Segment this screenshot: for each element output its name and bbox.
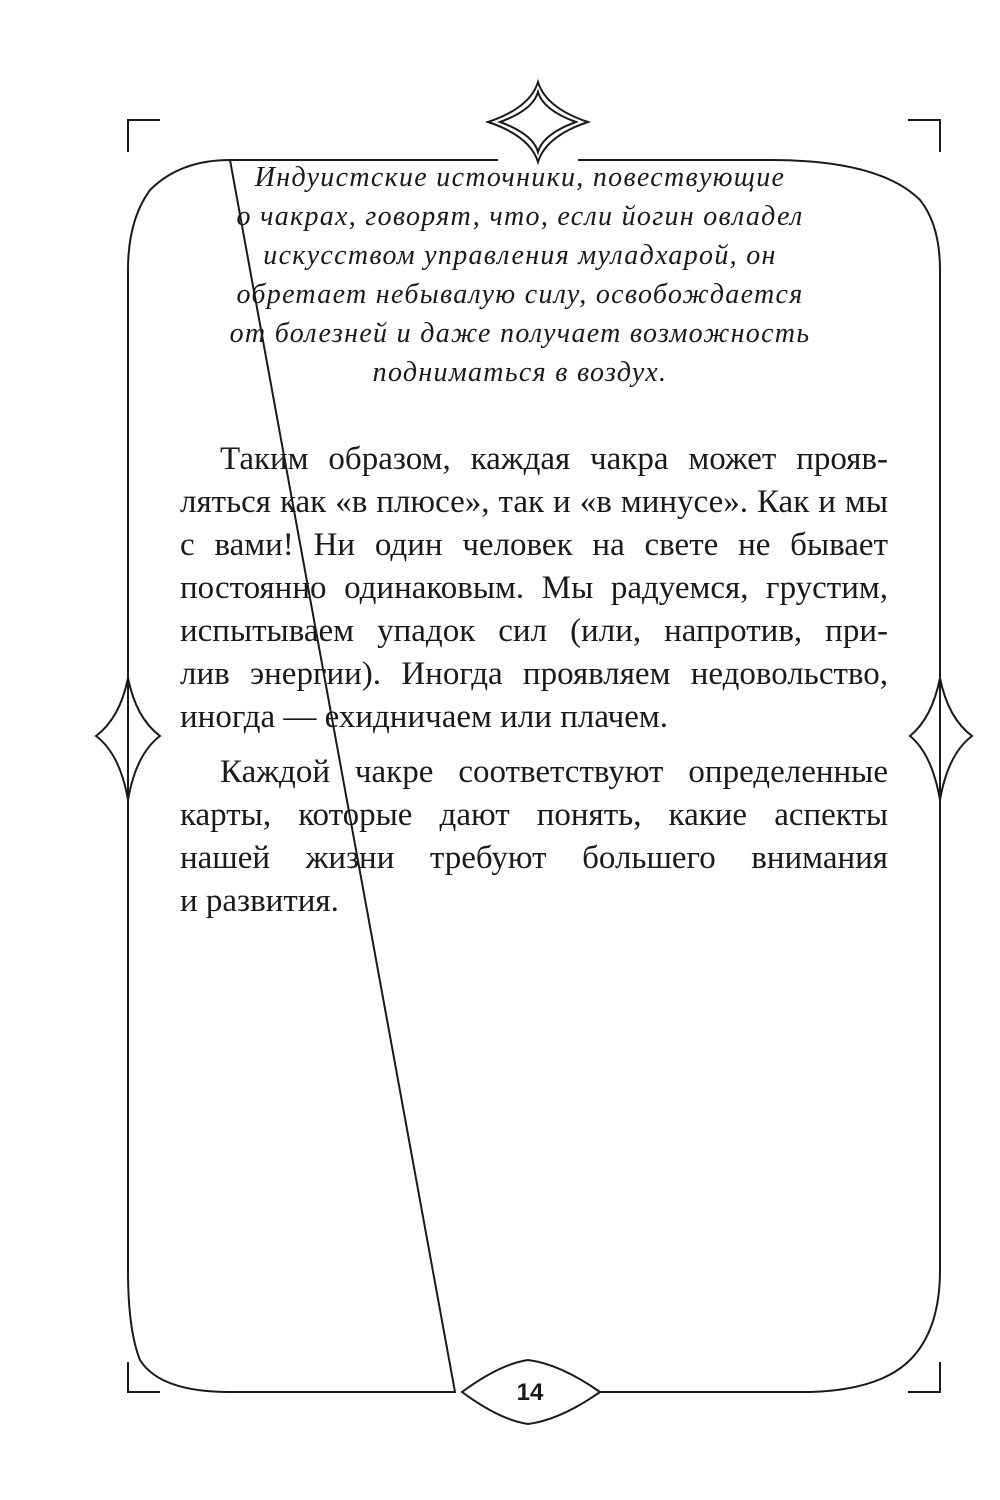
paragraph-line: иногда — ехидничаем или плачем. <box>180 699 669 735</box>
quote-line: от болезней и даже получает возможность <box>229 318 811 349</box>
paragraph-2 <box>180 751 888 923</box>
paragraph-line: с вами! Ни один человек на свете не бывает <box>180 527 888 563</box>
quote-line: искусством управления муладхарой, он <box>263 240 777 271</box>
paragraph-line: ляться как «в плюсе», так и «в минусе». Как и мы <box>180 484 888 520</box>
paragraph-line: испытываем упадок сил (или, напротив, при- <box>180 613 888 649</box>
paragraph-line: Таким образом, каждая чакра может прояв- <box>220 441 888 477</box>
quote-line: Индуистские источники, повествующие <box>254 162 786 193</box>
corner-bottom-right <box>908 1362 940 1392</box>
paragraph-line: нашей жизни требуют большего внимания <box>180 840 888 876</box>
page-number: 14 <box>516 1379 544 1406</box>
intro-quote <box>180 158 860 392</box>
quote-line: подниматься в воздух. <box>372 357 668 388</box>
corner-top-right <box>908 120 940 152</box>
paragraph-line: постоянно одинаковым. Мы радуемся, грустим, <box>180 570 888 606</box>
quote-line: о чакрах, говорят, что, если йогин овладел <box>236 201 804 232</box>
paragraph-line: карты, которые дают понять, какие аспекты <box>180 797 888 833</box>
quote-line: обретает небывалую силу, освобождается <box>236 279 804 310</box>
paragraph-line: лив энергии). Иногда проявляем недовольство, <box>180 656 888 692</box>
corner-top-left <box>128 120 160 152</box>
paragraph-line: и развития. <box>180 883 339 919</box>
paragraph-line: Каждой чакре соответствуют определенные <box>220 754 888 790</box>
body-text <box>180 438 888 935</box>
paragraph-1 <box>180 438 888 739</box>
